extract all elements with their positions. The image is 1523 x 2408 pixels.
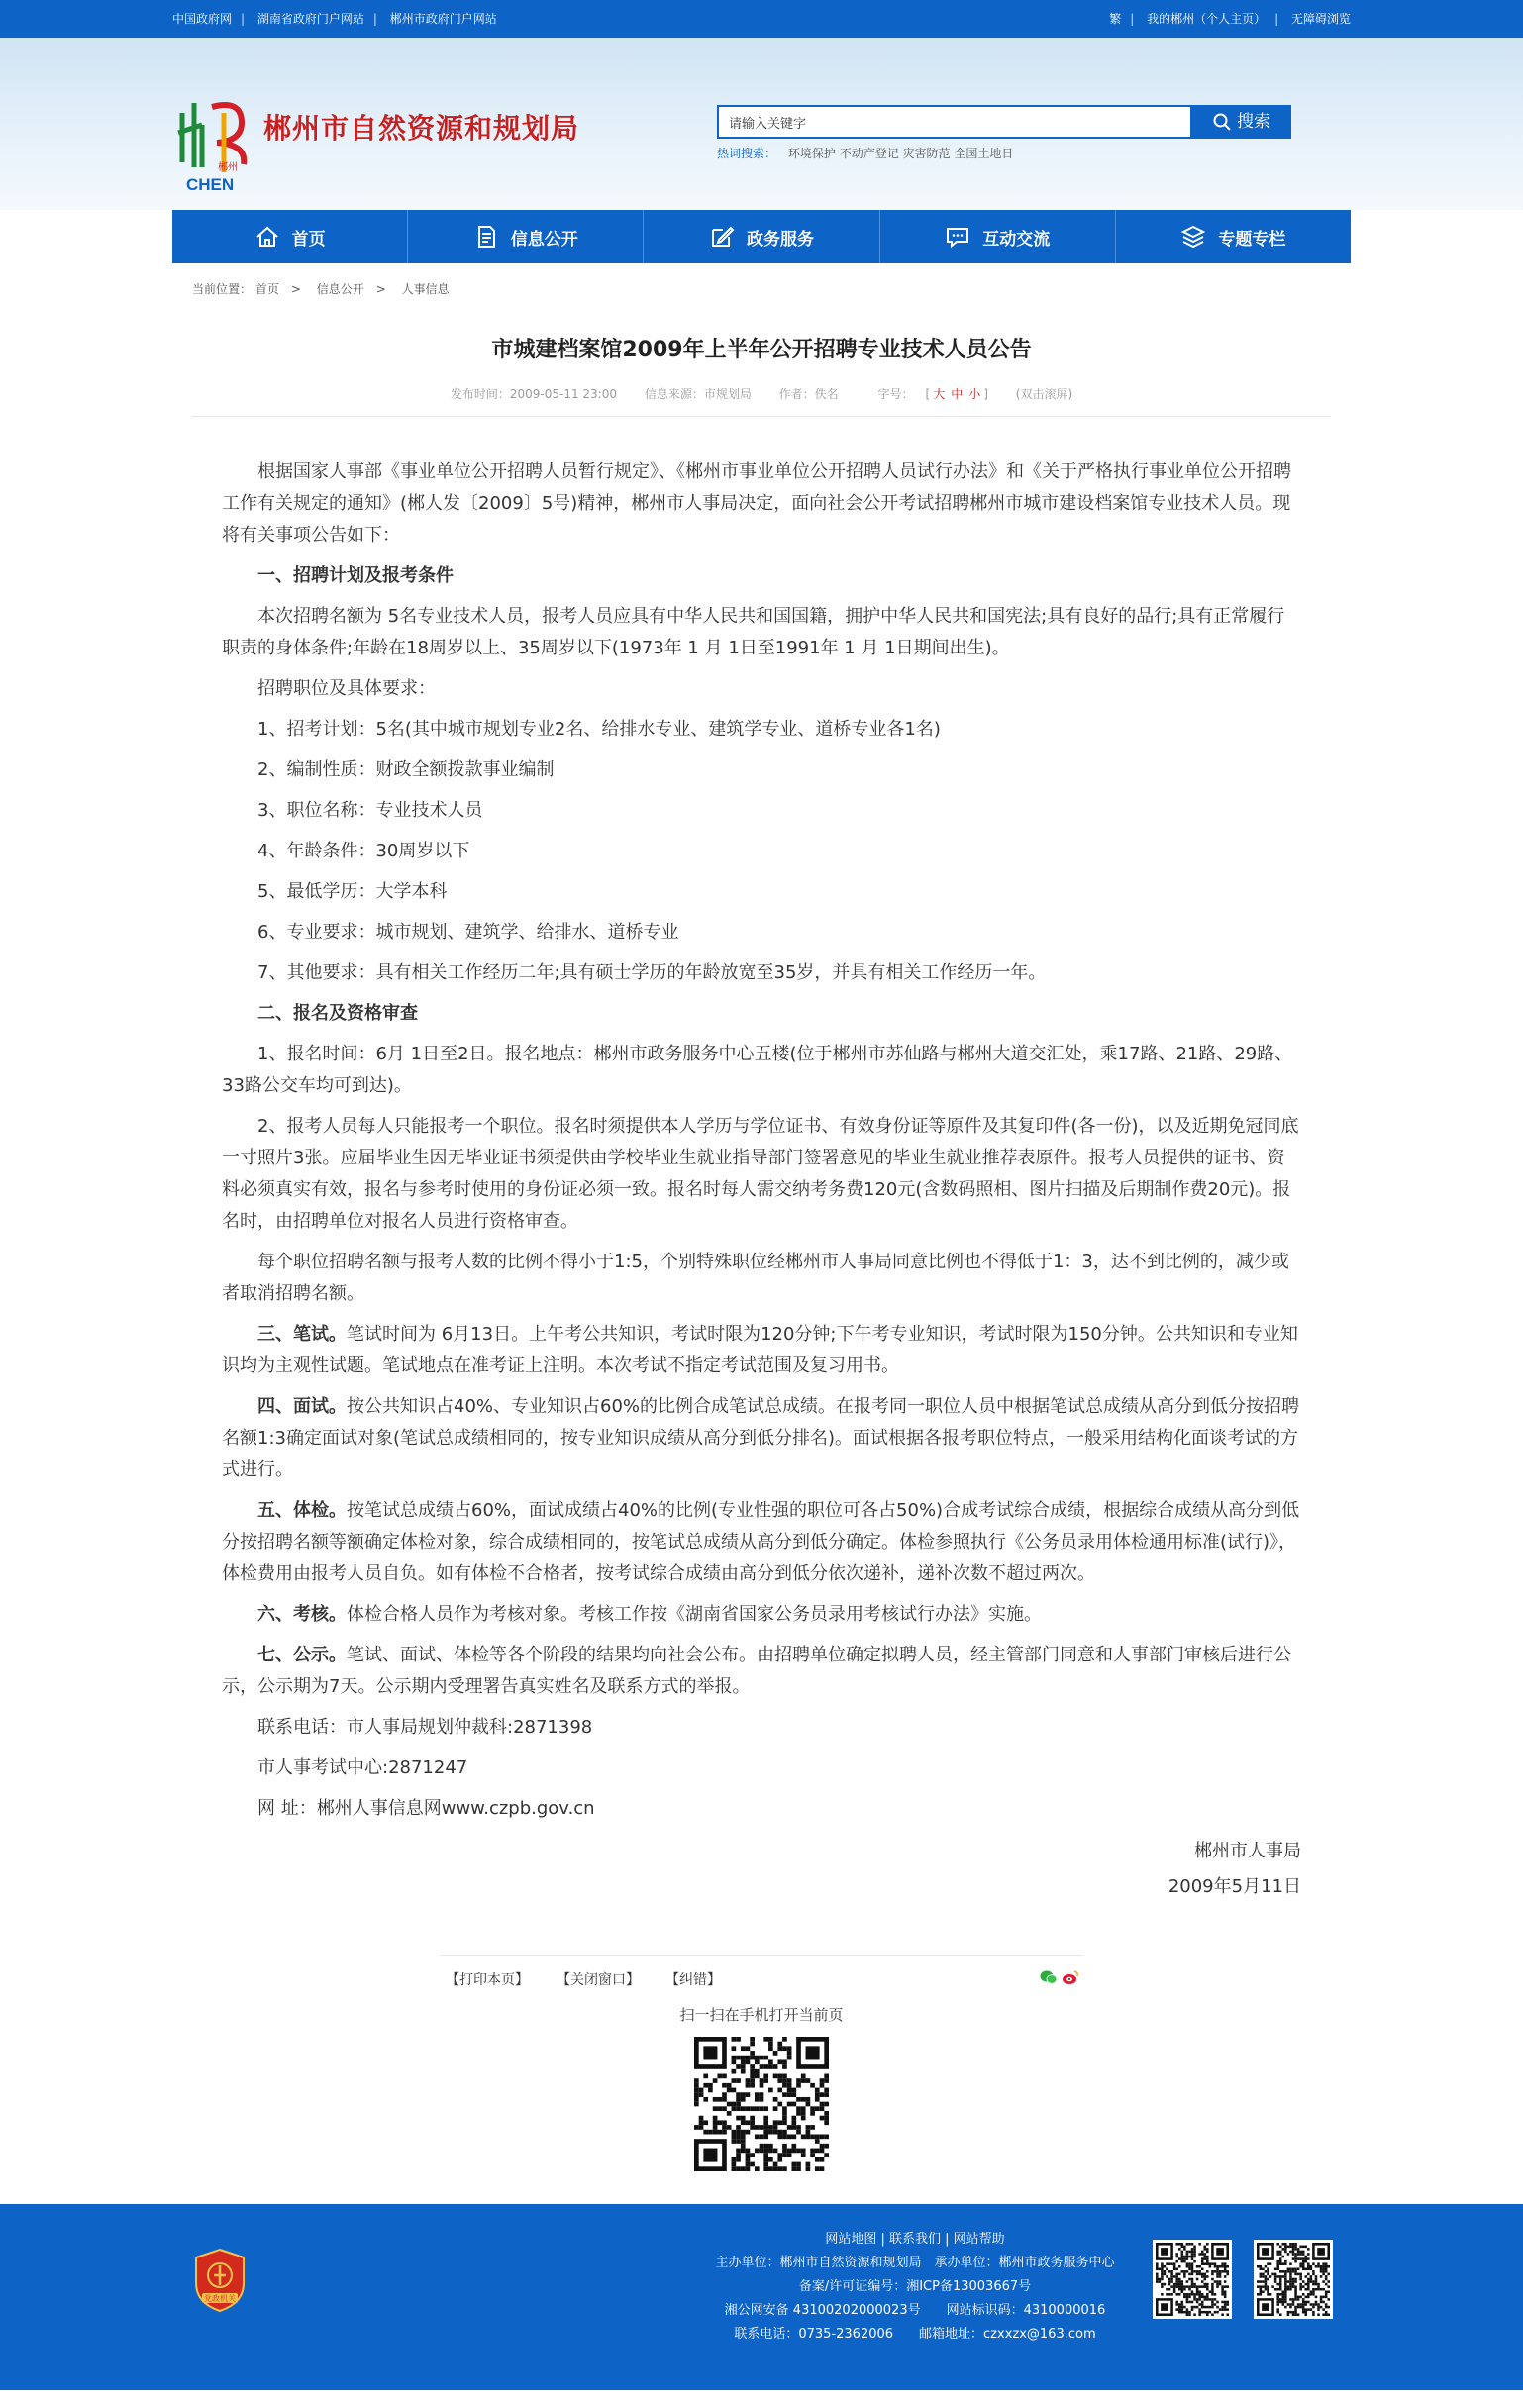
link-gov-cn[interactable]: 中国政府网 — [172, 12, 233, 26]
site-logo[interactable] — [172, 93, 261, 198]
nav-gov-service[interactable] — [644, 210, 879, 263]
article-paragraph: 6、专业要求：城市规划、建筑学、给排水、道桥专业 — [257, 922, 679, 943]
nav-interaction[interactable] — [880, 210, 1116, 263]
section-heading: 六、考核。 — [257, 1604, 347, 1625]
section-heading: 五、体检。 — [257, 1500, 347, 1521]
article-body — [192, 417, 1331, 1825]
bottom-spacer — [0, 2390, 1523, 2408]
breadcrumb: 当前位置： 首页 > 信息公开 > 人事信息 — [192, 282, 450, 296]
font-size-small[interactable]: 小 — [968, 387, 981, 401]
report-error-button[interactable]: 【纠错】 — [665, 1972, 721, 1988]
article-paragraph: 5、最低学历：大学本科 — [257, 881, 448, 902]
nav-info-open[interactable] — [408, 210, 644, 263]
share-icons — [1040, 1969, 1079, 1989]
search-button[interactable] — [1192, 105, 1291, 139]
publish-date: 发布时间：2009-05-11 23:00 — [450, 387, 617, 401]
article-paragraph: 3、职位名称：专业技术人员 — [257, 800, 483, 821]
article-paragraph — [222, 1640, 1301, 1703]
breadcrumb-label: 当前位置： — [192, 282, 253, 296]
article-paragraph — [222, 1319, 1301, 1382]
nav-info-open-label: 信息公开 — [510, 229, 578, 250]
article-paragraph: 7、其他要求：具有相关工作经历二年;具有硕士学历的年龄放宽至35岁，并具有相关工作经历一年。 — [257, 962, 1047, 983]
main-content — [172, 263, 1351, 2194]
logo-text: CHEN — [186, 175, 235, 194]
hot-word[interactable]: 灾害防范 — [902, 147, 951, 160]
footer-info — [608, 2228, 1222, 2347]
sign-org: 郴州市人事局 — [1194, 1841, 1301, 1861]
footer-police[interactable]: 湘公网安备 43100202000023号 网站标识码：4310000016 — [724, 2303, 1106, 2318]
sign-date: 2009年5月11日 — [1168, 1876, 1301, 1897]
article-paragraph: 联系电话：市人事局规划仲裁科:2871398 — [257, 1717, 593, 1738]
top-bar — [0, 0, 1523, 38]
font-size-switch: 字号： [ 大 中 小 ] — [877, 387, 988, 401]
site-name[interactable]: 郴州市自然资源和规划局 — [263, 112, 580, 145]
info-source: 信息来源：市规划局 — [644, 387, 752, 401]
scroll-hint[interactable]: (双击滚屏) — [1015, 387, 1073, 401]
print-button[interactable]: 【打印本页】 — [446, 1972, 529, 1988]
font-size-large[interactable]: 大 — [933, 387, 946, 401]
nav-interaction-label: 互动交流 — [982, 229, 1051, 250]
article-paragraph — [222, 1495, 1301, 1590]
accessibility-link[interactable]: 无障碍浏览 — [1290, 12, 1351, 26]
edit-icon — [709, 224, 735, 250]
hot-word[interactable]: 环境保护 — [787, 147, 836, 160]
article-paragraph: 招聘职位及具体要求： — [257, 678, 436, 699]
wechat-icon[interactable] — [1040, 1969, 1058, 1985]
site-header — [0, 38, 1523, 210]
nav-special[interactable] — [1116, 210, 1351, 263]
font-size-label: 字号： — [877, 387, 914, 401]
article-paragraph: 2、报考人员每人只能报考一个职位。报名时须提供本人学历与学位证书、有效身份证等原件及其复印件(各一份)，以及近期免冠同底一寸照片3张。应届毕业生因无毕业证书须提供由学校毕业生就业指导部门签署意见的毕业生就业推荐表原件。报考人员提供的证书、资料必须真实有效，报名与参考时使用的身份证必须一致。报名时每人需交纳考务费120元(含数码照相、图片扫描及后期制作费20元)。报名时，由招聘单位对报名人员进行资格审查。 — [222, 1116, 1299, 1232]
layers-icon — [1180, 224, 1206, 250]
author: 作者：佚名 — [778, 387, 839, 401]
section-heading: 三、笔试。 — [257, 1324, 347, 1345]
footer-links[interactable]: 网站地图 | 联系我们 | 网站帮助 — [825, 2232, 1005, 2247]
hot-search-label: 热词搜索： — [717, 147, 777, 160]
article-paragraph — [222, 1391, 1301, 1486]
article — [172, 333, 1351, 2171]
article-paragraph: 市人事考试中心:2871247 — [257, 1757, 468, 1778]
svg-text:郴州: 郴州 — [218, 162, 238, 173]
weibo-icon[interactable] — [1062, 1969, 1079, 1985]
link-hunan-gov[interactable]: 湖南省政府门户网站 — [256, 12, 364, 26]
hot-word[interactable]: 全国土地日 — [954, 147, 1014, 160]
traditional-chinese-link[interactable]: 繁 — [1109, 12, 1122, 26]
top-right-links: 繁 | 我的郴州（个人主页） | 无障碍浏览 — [1109, 12, 1351, 26]
gov-agency-badge[interactable] — [192, 2248, 248, 2313]
nav-home[interactable] — [172, 210, 408, 263]
site-footer — [0, 2204, 1523, 2390]
search-input[interactable] — [717, 105, 1192, 139]
home-icon — [254, 224, 280, 250]
search-icon — [1213, 113, 1231, 131]
search-button-label: 搜索 — [1237, 112, 1270, 132]
footer-icp[interactable]: 备案/许可证编号：湘ICP备13003667号 — [798, 2279, 1032, 2294]
footer-host: 主办单位：郴州市自然资源和规划局 承办单位：郴州市政务服务中心 — [715, 2256, 1115, 2270]
article-paragraph: 每个职位招聘名额与报考人数的比例不得小于1:5，个别特殊职位经郴州市人事局同意比例也不得低于1：3，达不到比例的，减少或者取消招聘名额。 — [222, 1252, 1289, 1304]
search-box — [717, 105, 1291, 139]
section-text: 按笔试总成绩占60%，面试成绩占40%的比例(专业性强的职位可各占50%)合成考试综合成绩，根据综合成绩从高分到低分按招聘名额等额确定体检对象，综合成绩相同的，按笔试总成绩从高分到低分确定。体检参照执行《公务员录用体检通用标准(试行)》，体检费用由报考人员自负。如有体检不合格者，按考试综合成绩由高分到低分依次递补，递补次数不超过两次。 — [222, 1500, 1300, 1584]
breadcrumb-personnel[interactable]: 人事信息 — [401, 282, 450, 296]
nav-gov-service-label: 政务服务 — [747, 229, 814, 250]
hot-search — [717, 145, 1013, 161]
badge-text: 党政机关 — [204, 2294, 236, 2303]
breadcrumb-home[interactable]: 首页 — [254, 282, 279, 296]
article-meta — [192, 385, 1331, 417]
article-paragraph: 4、年龄条件：30周岁以下 — [257, 841, 470, 861]
section-text: 按公共知识占40%、专业知识占60%的比例合成笔试总成绩。在报考同一职位人员中根据笔试总成绩从高分到低分按招聘名额1:3确定面试对象(笔试总成绩相同的，按专业知识成绩从高分到低分排名)。面试根据各报考职位特点，一般采用结构化面谈考试的方式进行。 — [222, 1396, 1300, 1480]
page-qr-code — [694, 2037, 829, 2171]
top-links: 中国政府网 | 湖南省政府门户网站 | 郴州市政府门户网站 — [172, 12, 497, 26]
article-paragraph: 根据国家人事部《事业单位公开招聘人员暂行规定》、《郴州市事业单位公开招聘人员试行办法》和《关于严格执行事业单位公开招聘工作有关规定的通知》(郴人发〔2009〕5号)精神，郴州市人事局决定，面向社会公开考试招聘郴州市城市建设档案馆专业技术人员。现将有关事项公告如下： — [222, 461, 1291, 546]
nav-home-label: 首页 — [291, 229, 326, 250]
breadcrumb-info[interactable]: 信息公开 — [316, 282, 364, 296]
chat-icon — [945, 224, 970, 250]
nav-special-label: 专题专栏 — [1218, 229, 1286, 250]
article-paragraph: 1、报名时间：6月 1日至2日。报名地点：郴州市政务服务中心五楼(位于郴州市苏仙路与郴州大道交汇处，乘17路、21路、29路、33路公交车均可到达)。 — [222, 1044, 1293, 1096]
main-nav — [172, 210, 1351, 263]
article-paragraph: 本次招聘名额为 5名专业技术人员，报考人员应具有中华人民共和国国籍，拥护中华人民共和国宪法;具有良好的品行;具有正常履行职责的身体条件;年龄在18周岁以上、35周岁以下(1973年 1 月 1日至1991年 1 月 1日期间出生)。 — [222, 606, 1285, 658]
article-paragraph — [222, 1599, 1301, 1631]
article-paragraph: 一、招聘计划及报考条件 — [257, 565, 454, 586]
section-heading: 七、公示。 — [257, 1645, 347, 1665]
section-text: 体检合格人员作为考核对象。考核工作按《湖南省国家公务员录用考核试行办法》实施。 — [347, 1604, 1042, 1625]
section-heading: 四、面试。 — [257, 1396, 347, 1417]
my-chenzhou-link[interactable]: 我的郴州（个人主页） — [1147, 12, 1267, 26]
document-icon — [473, 224, 499, 250]
article-paragraph: 二、报名及资格审查 — [257, 1003, 418, 1024]
hot-word[interactable]: 不动产登记 — [839, 147, 899, 160]
article-paragraph: 1、招考计划：5名(其中城市规划专业2名、给排水专业、建筑学专业、道桥专业各1名) — [257, 719, 941, 740]
article-tools — [440, 1955, 1083, 1994]
article-signature — [192, 1834, 1331, 1905]
article-title: 市城建档案馆2009年上半年公开招聘专业技术人员公告 — [491, 338, 1032, 362]
close-window-button[interactable]: 【关闭窗口】 — [557, 1972, 640, 1988]
scan-hint: 扫一扫在手机打开当前页 — [679, 2006, 844, 2024]
section-text: 笔试、面试、体检等各个阶段的结果均向社会公布。由招聘单位确定拟聘人员，经主管部门同意和人事部门审核后进行公示，公示期为7天。公示期内受理署告真实姓名及联系方式的举报。 — [222, 1645, 1291, 1697]
section-text: 笔试时间为 6月13日。上午考公共知识，考试时限为120分钟;下午考专业知识，考试时限为150分钟。公共知识和专业知识均为主观性试题。笔试地点在准考证上注明。本次考试不指定考试范围及复习用书。 — [222, 1324, 1298, 1376]
font-size-medium[interactable]: 中 — [951, 387, 964, 401]
footer-contact: 联系电话：0735-2362006 邮箱地址：czxxzx@163.com — [734, 2327, 1096, 2342]
article-paragraph: 2、编制性质：财政全额拨款事业编制 — [257, 759, 555, 780]
article-paragraph: 网 址：郴州人事信息网www.czpb.gov.cn — [257, 1798, 595, 1819]
footer-qr-code — [1254, 2240, 1333, 2319]
link-chenzhou-gov[interactable]: 郴州市政府门户网站 — [389, 12, 497, 26]
footer-qr-code — [1153, 2240, 1232, 2319]
